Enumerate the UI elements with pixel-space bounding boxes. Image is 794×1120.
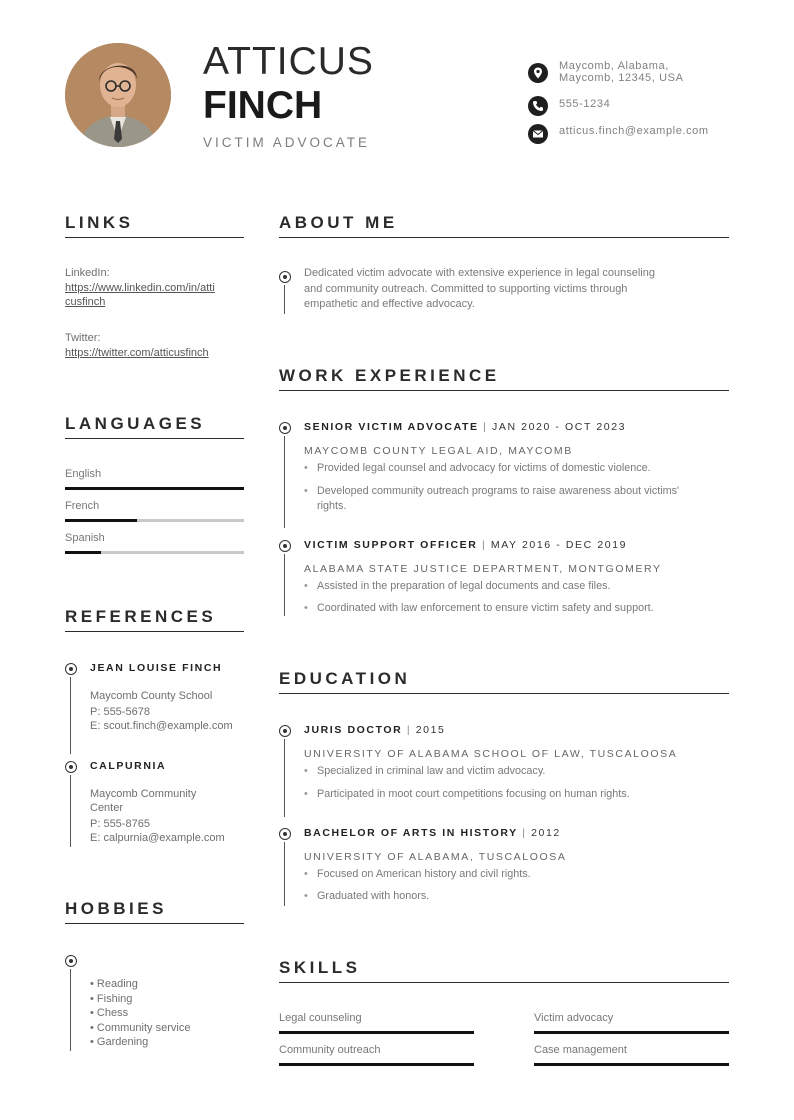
timeline-line [284, 285, 285, 314]
timeline-line [70, 969, 71, 1051]
job-bullet: • Provided legal counsel and advocacy for victims of domestic violence. [304, 462, 651, 474]
job-title-line: VICTIM SUPPORT OFFICER | MAY 2016 - DEC 2019 [304, 539, 628, 551]
about-text-line-3: empathetic and effective advocacy. [304, 298, 475, 310]
skill-bar [534, 1063, 729, 1066]
hobbies-divider [65, 923, 244, 924]
skill-bar-fill [534, 1031, 729, 1034]
links-divider [65, 237, 244, 238]
links-heading: LINKS [65, 213, 134, 232]
linkedin-link-line-2[interactable]: cusfinch [65, 296, 106, 308]
references-heading: REFERENCES [65, 607, 217, 626]
timeline-dot [65, 761, 77, 773]
reference-name: JEAN LOUISE FINCH [90, 662, 223, 674]
about-heading: ABOUT ME [279, 213, 398, 232]
job-bullet: • Developed community outreach programs to raise awareness about victims' [304, 485, 680, 497]
skill-name: Community outreach [279, 1044, 381, 1056]
profile-photo [65, 43, 171, 147]
education-bullet: • Participated in moot court competitions focusing on human rights. [304, 788, 630, 800]
languages-divider [65, 438, 244, 439]
job-title-line: SENIOR VICTIM ADVOCATE | JAN 2020 - OCT 2023 [304, 421, 627, 433]
references-divider [65, 631, 244, 632]
timeline-dot [65, 663, 77, 675]
about-text-line-1: Dedicated victim advocate with extensive experience in legal counseling [304, 267, 655, 279]
timeline-dot [65, 955, 77, 967]
skill-name: Case management [534, 1044, 627, 1056]
timeline-dot [279, 271, 291, 283]
timeline-line [284, 554, 285, 616]
hobby-item: • Chess [90, 1007, 129, 1019]
skill-bar [534, 1031, 729, 1034]
work-heading: WORK EXPERIENCE [279, 366, 500, 385]
timeline-dot [279, 828, 291, 840]
language-bar-fill [65, 519, 137, 522]
language-bar-fill [65, 487, 244, 490]
skills-heading: SKILLS [279, 958, 361, 977]
linkedin-label: LinkedIn: [65, 267, 110, 279]
last-name: FINCH [203, 84, 323, 127]
language-bar [65, 551, 244, 554]
language-name: English [65, 468, 102, 480]
linkedin-link-line-1[interactable]: https://www.linkedin.com/in/atti [65, 282, 215, 294]
hobby-item: • Gardening [90, 1036, 149, 1048]
about-text-line-2: and community outreach. Committed to supporting victims through [304, 283, 628, 295]
skill-bar-fill [279, 1063, 474, 1066]
location-pin-icon [528, 63, 548, 83]
education-bullet: • Focused on American history and civil rights. [304, 868, 531, 880]
timeline-line [284, 739, 285, 817]
job-employer: MAYCOMB COUNTY LEGAL AID, MAYCOMB [304, 445, 573, 457]
first-name: ATTICUS [203, 40, 374, 83]
timeline-line [284, 436, 285, 528]
skills-divider [279, 982, 729, 983]
hobbies-heading: HOBBIES [65, 899, 167, 918]
language-bar [65, 519, 244, 522]
school-name: UNIVERSITY OF ALABAMA SCHOOL OF LAW, TUSCALOOSA [304, 748, 678, 760]
about-divider [279, 237, 729, 238]
job-employer: ALABAMA STATE JUSTICE DEPARTMENT, MONTGOMERY [304, 563, 662, 575]
hobby-item: • Fishing [90, 993, 133, 1005]
reference-email: E: scout.finch@example.com [90, 720, 233, 732]
timeline-line [284, 842, 285, 906]
skill-bar-fill [534, 1063, 729, 1066]
degree-line: BACHELOR OF ARTS IN HISTORY | 2012 [304, 827, 561, 839]
reference-name: CALPURNIA [90, 760, 167, 772]
phone-number: 555-1234 [559, 98, 611, 110]
timeline-dot [279, 422, 291, 434]
skill-bar-fill [279, 1031, 474, 1034]
hobby-item: • Community service [90, 1022, 191, 1034]
twitter-label: Twitter: [65, 332, 101, 344]
job-bullet: • Coordinated with law enforcement to ensure victim safety and support. [304, 602, 654, 614]
timeline-dot [279, 540, 291, 552]
language-name: French [65, 500, 100, 512]
reference-org-line-2: Center [90, 802, 124, 814]
email-address[interactable]: atticus.finch@example.com [559, 125, 709, 137]
phone-icon [528, 96, 548, 116]
skill-name: Legal counseling [279, 1012, 362, 1024]
reference-phone: P: 555-8765 [90, 818, 150, 830]
skill-bar [279, 1063, 474, 1066]
twitter-link[interactable]: https://twitter.com/atticusfinch [65, 347, 209, 359]
timeline-line [70, 677, 71, 754]
skill-name: Victim advocacy [534, 1012, 614, 1024]
timeline-dot [279, 725, 291, 737]
address-line-2: Maycomb, 12345, USA [559, 72, 684, 84]
address-line-1: Maycomb, Alabama, [559, 60, 669, 72]
hobby-item: • Reading [90, 978, 138, 990]
job-title: VICTIM ADVOCATE [203, 135, 371, 150]
education-heading: EDUCATION [279, 669, 411, 688]
reference-org-line-1: Maycomb Community [90, 788, 197, 800]
reference-email: E: calpurnia@example.com [90, 832, 225, 844]
job-bullet-continued: rights. [317, 500, 347, 512]
language-name: Spanish [65, 532, 105, 544]
reference-org: Maycomb County School [90, 690, 213, 702]
school-name: UNIVERSITY OF ALABAMA, TUSCALOOSA [304, 851, 567, 863]
language-bar [65, 487, 244, 490]
education-bullet: • Specialized in criminal law and victim advocacy. [304, 765, 546, 777]
reference-phone: P: 555-5678 [90, 706, 150, 718]
timeline-line [70, 775, 71, 847]
education-divider [279, 693, 729, 694]
education-bullet: • Graduated with honors. [304, 890, 430, 902]
languages-heading: LANGUAGES [65, 414, 206, 433]
language-bar-fill [65, 551, 101, 554]
degree-line: JURIS DOCTOR | 2015 [304, 724, 446, 736]
work-divider [279, 390, 729, 391]
job-bullet: • Assisted in the preparation of legal documents and case files. [304, 580, 611, 592]
email-icon [528, 124, 548, 144]
skill-bar [279, 1031, 474, 1034]
